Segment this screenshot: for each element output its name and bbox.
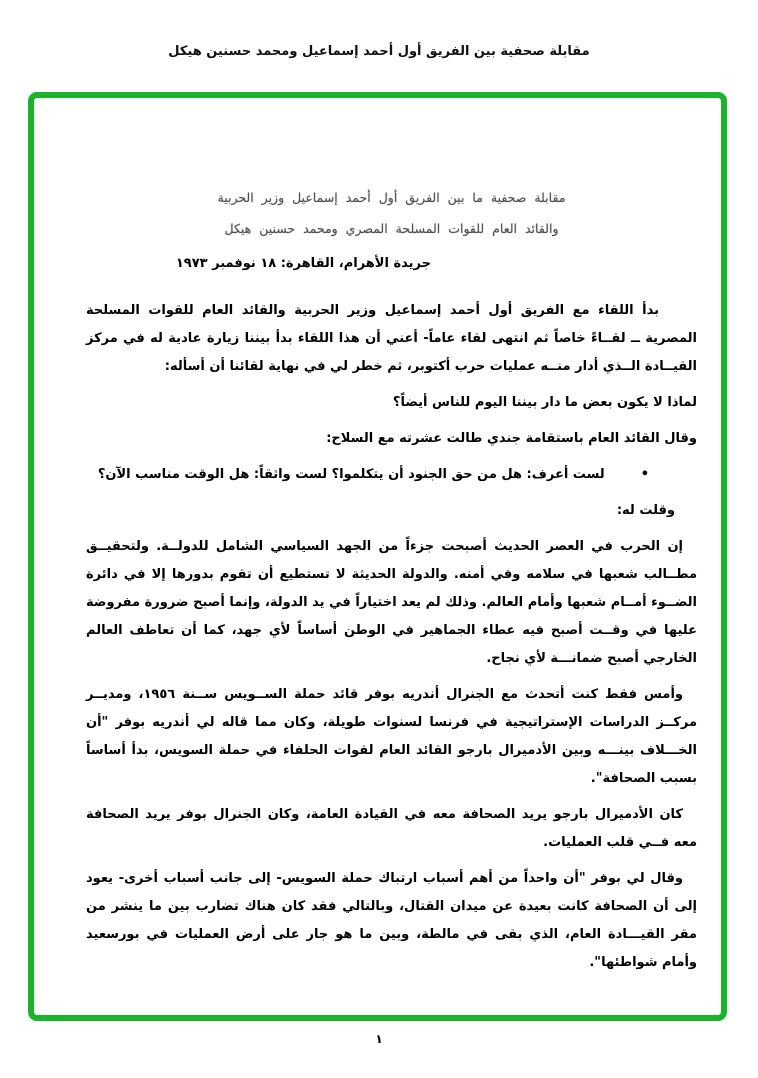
paragraph-intro: بدأ اللقاء مع الفريق أول أحمد إسماعيل وزير الحربية والقائد العام للقوات المسلحة المصرية ــ لقــاءً خاصاً ثم انتهى لقاء عاماً- أعني أن هذا اللقاء بدأ بيننا زيارة عادية له في مركز القيــادة الــذي أدار منــه عمليات حرب أكتوبر، ثم خطر لي في نهاية لقائنا أن أسأله: <box>86 303 697 374</box>
paragraph-commander-says: وقال القائد العام باستقامة جندي طالت عشرته مع السلاح: <box>326 431 697 446</box>
page-header-title: مقابلة صحفية بين الفريق أول أحمد إسماعيل ومحمد حسنين هيكل <box>168 44 590 59</box>
bullet-item-text: لست أعرف: هل من حق الجنود أن يتكلموا؟ لست واثقاً: هل الوقت مناسب الآن؟ <box>97 467 605 482</box>
bullet-icon: • <box>640 467 649 482</box>
paragraph-beaufre: وأمس فقط كنت أتحدث مع الجنرال أندريه بوفر قائد حملة الســويس ســنة ١٩٥٦، ومديــر مركــز الدراسات الإستراتيجية في فرنسا لسنوات طويلة، وكان مما قاله لي أندريه بوفر "أن الخـــلاف بينـــه وبين الأدميرال بارجو القائد العام لقوات الحلفاء في حملة السويس، بدأ أساساً بسبب الصحافة". <box>86 687 697 786</box>
page-number: ١ <box>375 1032 383 1046</box>
bullet-item <box>86 461 697 489</box>
paragraph-barjot: كان الأدميرال بارجو يريد الصحافة معه في القيادة العامة، وكان الجنرال بوفر يريد الصحافة معه فــي قلب العمليات. <box>86 807 697 850</box>
paragraph-modern-war: إن الحرب في العصر الحديث أصبحت جزءاً من الجهد السياسي الشامل للدولــة. ولتحقيــق مطــالب شعبها في سلامه وفي أمنه. والدولة الحديثة لا تستطيع أن تقوم بدورها إلا في دائرة الضــوء أمــام شعبها وأمام العالم. وذلك لم يعد اختياراً في يد الدولة، وإنما أصبح ضرورة مفروضة عليها في وقــت أصبح فيه عطاء الجماهير في الوطن أساساً لأي جهد، كما أن تعاطف العالم الخارجي أصبح ضمانـــة لأي نجاح. <box>86 539 697 666</box>
dateline: جريدة الأهرام، القاهرة: ١٨ نوفمبر ١٩٧٣ <box>175 256 431 271</box>
document-title <box>86 182 697 244</box>
paragraph-i-said: وقلت له: <box>616 503 675 518</box>
paragraph-beaufre-quote: وقال لي بوفر "أن واحداً من أهم أسباب ارتباك حملة السويس- إلى جانب أسباب أخرى- يعود إلى أن الصحافة كانت بعيدة عن ميدان القتال، وبالتالي فقد كان هناك تضارب بين ما ينشر من مقر القيـــادة العام، الذي بقى في مالطة، وبين ما هو جار على أرض العمليات في بورسعيد وأمام شواطئها". <box>86 871 697 970</box>
document-title-line1: مقابلة صحفية ما بين الفريق أول أحمد إسماعيل وزير الحربية <box>217 190 566 205</box>
document-title-line2: والقائد العام للقوات المسلحة المصري ومحمد حسنين هيكل <box>224 221 559 236</box>
document-border-frame <box>28 92 727 1021</box>
paragraph-question: لماذا لا يكون بعض ما دار بيننا اليوم للناس أيضاً؟ <box>392 395 697 410</box>
document-content <box>34 98 721 1015</box>
